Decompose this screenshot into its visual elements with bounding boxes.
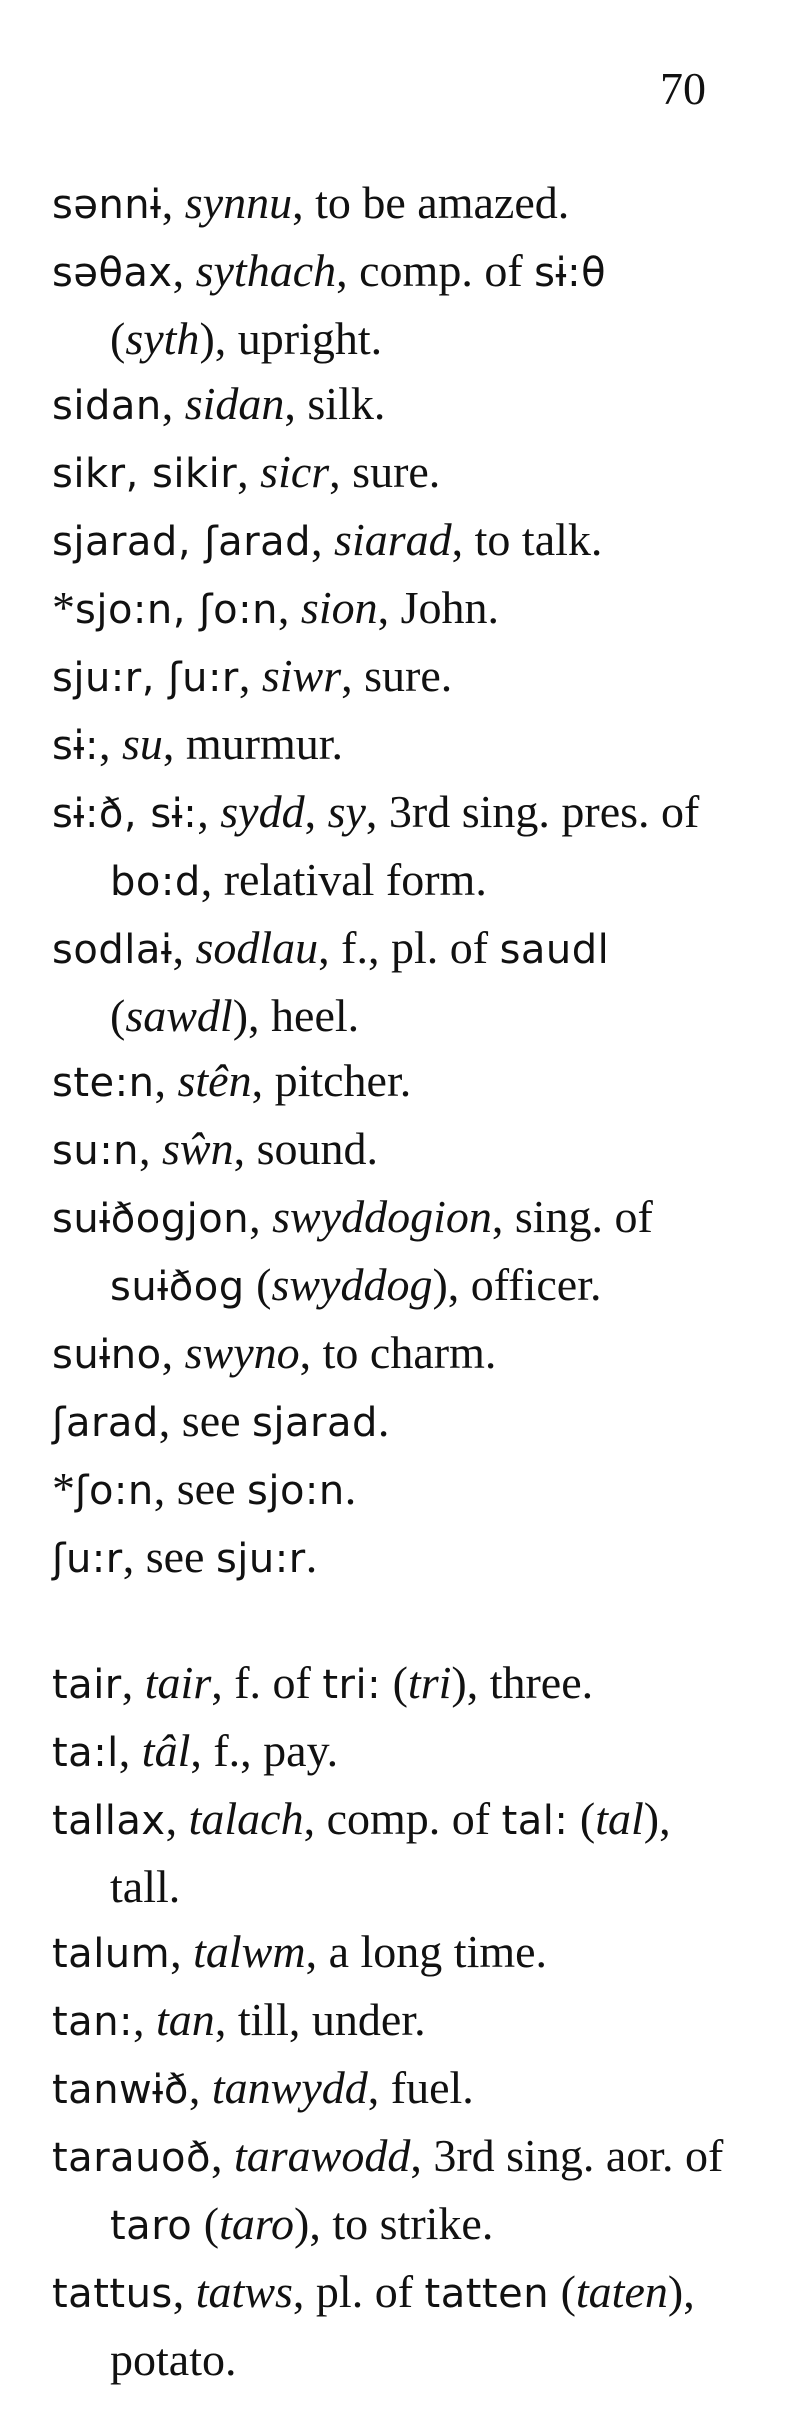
entry-text: , xyxy=(172,2266,196,2317)
headword: suɨðog xyxy=(110,1264,245,1310)
entry-text: , see xyxy=(122,1531,216,1582)
dictionary-entry xyxy=(52,1786,732,1919)
welsh-spelling: siwr xyxy=(261,650,342,701)
welsh-spelling: swyno xyxy=(184,1327,300,1378)
headword: sju:r xyxy=(215,1536,306,1582)
headword: ste:n xyxy=(52,1060,155,1106)
entry-text: , sound. xyxy=(233,1123,379,1174)
welsh-spelling: taro xyxy=(219,2198,295,2249)
dictionary-entry xyxy=(52,1388,732,1456)
headword: tair xyxy=(52,1662,122,1708)
entry-text: , f., pl. of xyxy=(318,922,500,973)
dictionary-entry xyxy=(52,915,732,1048)
headword: tal: xyxy=(501,1798,569,1844)
welsh-spelling: syth xyxy=(125,313,200,364)
welsh-spelling: swyddogion xyxy=(272,1191,492,1242)
entry-text: ), potato. xyxy=(110,2266,695,2385)
dictionary-entry xyxy=(52,1524,732,1592)
welsh-spelling: sythach xyxy=(195,245,337,296)
entry-text: , xyxy=(121,1657,145,1708)
headword: ʃo:n xyxy=(75,1468,154,1514)
entry-text: , xyxy=(304,786,328,837)
welsh-spelling: tâl xyxy=(141,1725,191,1776)
headword: sjarad, ʃarad xyxy=(52,519,312,565)
headword: sjarad xyxy=(252,1400,378,1446)
headword: tattus xyxy=(52,2271,173,2317)
headword: sjo:n xyxy=(247,1468,345,1514)
entry-text: , comp. of xyxy=(303,1793,502,1844)
headword: suɨno xyxy=(52,1332,162,1378)
welsh-spelling: tatws xyxy=(195,2266,293,2317)
welsh-spelling: talach xyxy=(188,1793,304,1844)
entry-text: , see xyxy=(158,1395,253,1446)
dictionary-entry xyxy=(52,439,732,507)
welsh-spelling: stên xyxy=(177,1055,252,1106)
entry-text: ), upright. xyxy=(199,313,383,364)
entry-text: , to be amazed. xyxy=(292,177,570,228)
welsh-spelling: tan xyxy=(156,1994,215,2045)
entry-text: , xyxy=(161,177,185,228)
dictionary-entry xyxy=(52,2123,732,2259)
headword: tan: xyxy=(52,1999,134,2045)
dictionary-entry xyxy=(52,779,732,915)
entry-group-s xyxy=(52,170,732,1592)
dictionary-entry xyxy=(52,371,732,439)
headword: ta:l xyxy=(52,1730,119,1776)
headword: tatten xyxy=(424,2271,550,2317)
entry-text: . xyxy=(305,1531,318,1582)
entry-text: ), heel. xyxy=(232,990,360,1041)
headword: tri: xyxy=(322,1662,382,1708)
welsh-spelling: tri xyxy=(407,1657,452,1708)
entry-text: , sing. of xyxy=(491,1191,653,1242)
entry-text: , xyxy=(197,786,221,837)
entry-text: , fuel. xyxy=(367,2062,474,2113)
entry-text: , comp. of xyxy=(336,245,535,296)
dictionary-entry xyxy=(52,1650,732,1718)
welsh-spelling: sicr xyxy=(260,446,330,497)
entry-group-t xyxy=(52,1650,732,2392)
welsh-spelling: su xyxy=(121,718,163,769)
entry-text: ( xyxy=(192,2198,220,2249)
entry-text: , xyxy=(165,1793,189,1844)
headword: sɨ:θ xyxy=(534,250,607,296)
entry-text: , John. xyxy=(377,582,500,633)
welsh-spelling: siarad xyxy=(334,514,452,565)
welsh-spelling: swyddog xyxy=(271,1259,433,1310)
welsh-spelling: sawdl xyxy=(125,990,233,1041)
headword: sodlaɨ xyxy=(52,927,173,973)
dictionary-entry xyxy=(52,170,732,238)
headword: bo:d xyxy=(110,859,201,905)
entry-text: * xyxy=(52,1463,75,1514)
entry-text: . xyxy=(377,1395,390,1446)
headword: tallax xyxy=(52,1798,166,1844)
welsh-spelling: sydd xyxy=(220,786,305,837)
headword: tarauoð xyxy=(52,2135,211,2181)
entry-text: , xyxy=(188,2062,212,2113)
headword: suɨðogjon xyxy=(52,1196,250,1242)
entry-text: ), officer. xyxy=(432,1259,602,1310)
welsh-spelling: sion xyxy=(300,582,378,633)
entry-text: , see xyxy=(153,1463,247,1514)
headword: saudl xyxy=(499,927,610,973)
entry-text: , 3rd sing. aor. of xyxy=(410,2130,724,2181)
entry-text: , to charm. xyxy=(299,1327,497,1378)
dictionary-entry xyxy=(52,1116,732,1184)
entry-text: , a long time. xyxy=(305,1926,548,1977)
entry-text: ( xyxy=(110,313,126,364)
entry-text: , sure. xyxy=(329,446,441,497)
headword: sɨ:ð, sɨ: xyxy=(52,791,198,837)
headword: tanwɨð xyxy=(52,2067,189,2113)
welsh-spelling: talwm xyxy=(193,1926,306,1977)
entry-text: , xyxy=(154,1055,178,1106)
dictionary-entry xyxy=(52,711,732,779)
headword: sənnɨ xyxy=(52,182,162,228)
entry-text: ), tall. xyxy=(110,1793,671,1912)
entry-text: , xyxy=(98,718,122,769)
headword: ʃu:r xyxy=(52,1536,123,1582)
entry-text: ( xyxy=(110,990,126,1041)
entry-text: , to talk. xyxy=(451,514,603,565)
entry-text: , xyxy=(118,1725,142,1776)
entry-text: , xyxy=(172,922,196,973)
headword: su:n xyxy=(52,1128,140,1174)
section-gap xyxy=(52,1592,732,1650)
dictionary-entry xyxy=(52,643,732,711)
dictionary-entry xyxy=(52,1919,732,1987)
headword: sɨ: xyxy=(52,723,99,769)
welsh-spelling: sy xyxy=(327,786,366,837)
entry-text: , sure. xyxy=(341,650,453,701)
dictionary-entry xyxy=(52,575,732,643)
entry-text: , xyxy=(139,1123,163,1174)
entry-text: , till, under. xyxy=(214,1994,426,2045)
entry-text: , xyxy=(161,1327,185,1378)
dictionary-entry xyxy=(52,1320,732,1388)
dictionary-entry xyxy=(52,1456,732,1524)
entry-text: , murmur. xyxy=(162,718,344,769)
entry-text: ( xyxy=(244,1259,272,1310)
entry-text: , xyxy=(161,378,185,429)
page-number: 70 xyxy=(660,63,706,114)
dictionary-entry xyxy=(52,1184,732,1320)
headword: səθax xyxy=(52,250,173,296)
entry-text: , relatival form. xyxy=(200,854,487,905)
dictionary-entry xyxy=(52,2055,732,2123)
headword: ʃarad xyxy=(52,1400,159,1446)
entry-text: , xyxy=(133,1994,157,2045)
entry-text: , xyxy=(238,650,262,701)
headword: taro xyxy=(110,2203,193,2249)
dictionary-entries xyxy=(52,170,732,2392)
welsh-spelling: taten xyxy=(575,2266,668,2317)
entry-text: , xyxy=(311,514,335,565)
welsh-spelling: tanwydd xyxy=(211,2062,368,2113)
entry-text: * xyxy=(52,582,75,633)
headword: talum xyxy=(52,1931,171,1977)
entry-text: , xyxy=(277,582,301,633)
entry-text: , 3rd sing. pres. of xyxy=(365,786,700,837)
welsh-spelling: tarawodd xyxy=(233,2130,411,2181)
welsh-spelling: synnu xyxy=(184,177,293,228)
entry-text: , pl. of xyxy=(292,2266,425,2317)
headword: sikr, sikir xyxy=(52,451,238,497)
entry-text: , silk. xyxy=(284,378,386,429)
entry-text: , xyxy=(172,245,196,296)
welsh-spelling: tair xyxy=(144,1657,212,1708)
dictionary-entry xyxy=(52,1718,732,1786)
entry-text: ( xyxy=(381,1657,408,1708)
dictionary-entry xyxy=(52,238,732,371)
welsh-spelling: tal xyxy=(595,1793,644,1844)
welsh-spelling: sidan xyxy=(184,378,285,429)
entry-text: , f. of xyxy=(211,1657,323,1708)
headword: sju:r, ʃu:r xyxy=(52,655,239,701)
entry-text: , pitcher. xyxy=(251,1055,412,1106)
dictionary-entry xyxy=(52,507,732,575)
entry-text: ( xyxy=(549,2266,576,2317)
entry-text: , f., pay. xyxy=(190,1725,339,1776)
entry-text: , xyxy=(249,1191,273,1242)
dictionary-entry xyxy=(52,1048,732,1116)
dictionary-entry xyxy=(52,1987,732,2055)
headword: sidan xyxy=(52,383,162,429)
entry-text: ( xyxy=(568,1793,596,1844)
entry-text: ), three. xyxy=(451,1657,594,1708)
welsh-spelling: sodlau xyxy=(195,922,319,973)
entry-text: , xyxy=(237,446,261,497)
welsh-spelling: sŵn xyxy=(162,1123,234,1174)
entry-text: , xyxy=(210,2130,234,2181)
dictionary-entry xyxy=(52,2259,732,2392)
entry-text: ), to strike. xyxy=(294,2198,494,2249)
entry-text: . xyxy=(344,1463,357,1514)
entry-text: , xyxy=(170,1926,194,1977)
headword: sjo:n, ʃo:n xyxy=(75,587,278,633)
